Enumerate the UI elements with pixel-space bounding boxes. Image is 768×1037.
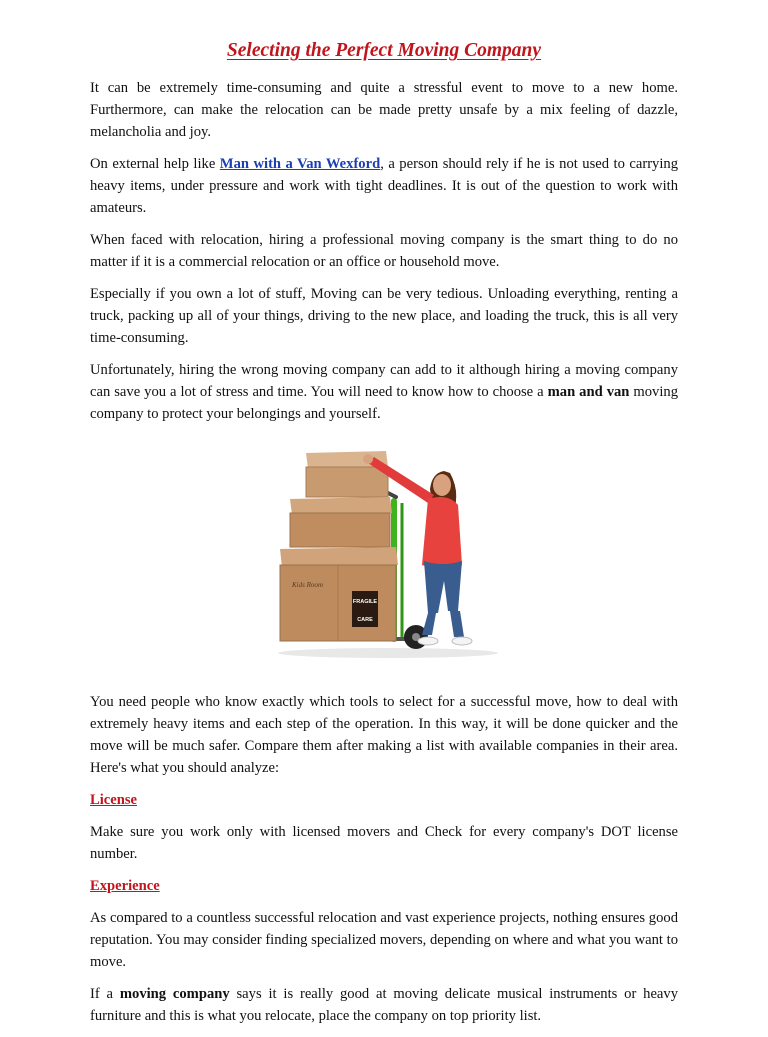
text-run: If a — [90, 986, 120, 1002]
stacked-boxes — [280, 451, 398, 641]
relocation-paragraph: When faced with relocation, hiring a professional moving company is the smart thing to do no matter if it is a commercial relocation or an office or household move. — [90, 232, 678, 270]
tools-paragraph: You need people who know exactly which tools to select for a successful move, how to deal with extremely heavy items and each step of the operation. In this way, it will be done quicker and the move will be much safer. Compare them after making a list with available companies in their area. Here's what you should analyze: — [90, 694, 678, 776]
bold-text: man and van — [547, 384, 630, 400]
text-run: Unfortunately, hiring the wrong moving company can add to it although hiring a moving company can save you a lot of stress and time. You will need to know how to choose a — [90, 362, 678, 400]
box-label-text: Kids Room — [292, 581, 323, 589]
man-with-a-van-wexford-link[interactable]: Man with a Van Wexford — [219, 156, 381, 172]
license-heading: License — [90, 792, 138, 808]
tedious-paragraph: Especially if you own a lot of stuff, Moving can be very tedious. Unloading everything, renting a truck, packing up all of your things, driving to the new place, and loading the truck, this is all very time-consuming. — [90, 286, 678, 346]
external-help-paragraph — [90, 153, 678, 219]
text-run: moving company to protect your belongings and yourself. — [90, 384, 679, 422]
fragile-label-text: FRAGILE — [352, 599, 378, 605]
experience-heading: Experience — [90, 878, 160, 894]
intro-paragraph: It can be extremely time-consuming and quite a stressful event to move to a new home. Furthermore, can make the relocation can be made pretty unsafe by a mix feeling of dazzle, melancholia and joy. — [90, 80, 678, 140]
moving-boxes-image — [90, 441, 678, 659]
license-paragraph: Make sure you work only with licensed movers and Check for every company's DOT license number. — [90, 824, 678, 862]
priority-paragraph — [90, 983, 678, 1027]
text-run: , a person should rely if he is not used to carrying heavy items, under pressure and work with tight deadlines. It is out of the question to work with amateurs. — [90, 156, 678, 216]
wrong-company-paragraph — [90, 359, 678, 425]
document-page — [90, 38, 678, 1037]
experience-paragraph: As compared to a countless successful relocation and vast experience projects, nothing ensures good reputation. You may consider finding specialized movers, depending on where and what you want to move. — [90, 910, 678, 970]
text-run: says it is really good at moving delicate musical instruments or heavy furniture and this is what you relocate, place the company on top priority list. — [90, 986, 678, 1024]
bold-text: moving company — [119, 986, 230, 1002]
document-title: Selecting the Perfect Moving Company — [226, 40, 542, 61]
text-run: On external help like — [90, 156, 220, 172]
care-label-text: CARE — [357, 617, 373, 623]
woman-with-hand-truck-illustration — [268, 441, 500, 659]
